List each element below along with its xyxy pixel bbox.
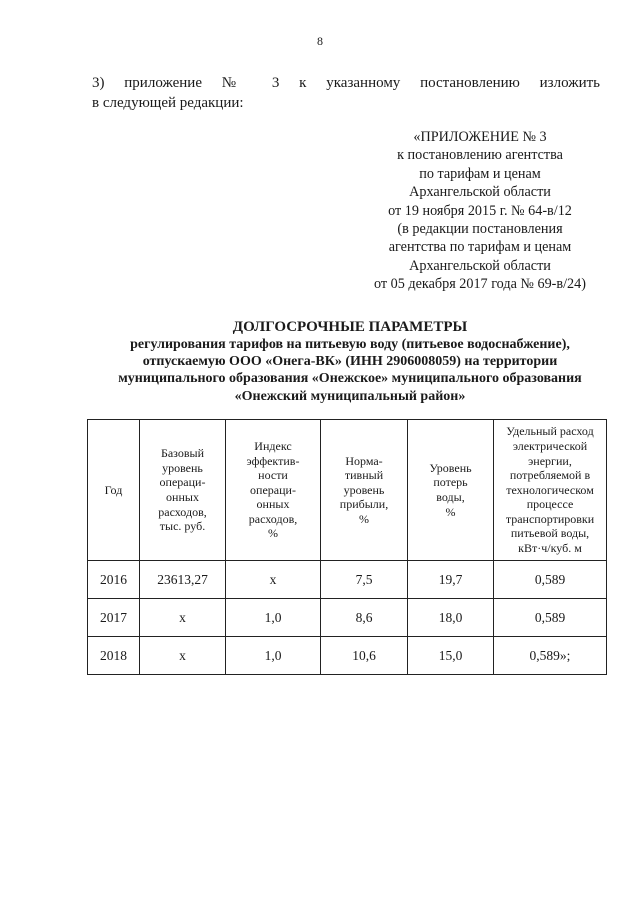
- header-line: прибыли,: [339, 497, 389, 512]
- column-header-base-opex: [140, 420, 226, 561]
- amendment-paragraph-line-1: 3) приложение № 3 к указанному постановлению изложить: [92, 75, 600, 91]
- header-line: онных: [256, 497, 290, 512]
- header-line: уровень: [162, 460, 203, 475]
- header-line: операци-: [159, 475, 206, 490]
- title-line: муниципального образования «Онежское» муниципального образования: [118, 371, 582, 387]
- header-line: Уровень: [429, 460, 472, 475]
- table-row: [88, 561, 607, 599]
- table-cell: 15,0: [408, 637, 494, 675]
- column-header-profit-level: [321, 420, 408, 561]
- header-line: воды,: [436, 490, 465, 504]
- header-line: потерь: [433, 475, 468, 490]
- table-cell: 23613,27: [140, 561, 226, 599]
- appendix-line: от 19 ноября 2015 г. № 64-в/12: [388, 202, 572, 219]
- header-line: ности: [258, 468, 288, 483]
- header-line: тивный: [344, 468, 384, 483]
- table-row: [88, 637, 607, 675]
- table-header-row: [88, 420, 607, 561]
- appendix-line: от 05 декабря 2017 года № 69-в/24): [374, 276, 586, 293]
- header-line: технологическом: [506, 482, 594, 497]
- header-line: уровень: [343, 482, 385, 497]
- amendment-paragraph-line-2: в следующей редакции:: [92, 95, 244, 111]
- header-line: %: [359, 511, 369, 526]
- header-line: эффектив-: [246, 453, 300, 468]
- title-main: ДОЛГОСРОЧНЫЕ ПАРАМЕТРЫ: [232, 319, 468, 335]
- header-line: Базовый: [160, 446, 205, 461]
- header-line: %: [445, 504, 456, 519]
- table-cell: 1,0: [226, 599, 321, 637]
- title-line: регулирования тарифов на питьевую воду (питьевое водоснабжение),: [130, 337, 570, 352]
- table-cell: 19,7: [408, 561, 494, 599]
- column-header-efficiency-index: [226, 420, 321, 561]
- header-line: Удельный расход: [506, 424, 594, 439]
- column-header-water-loss: [408, 420, 494, 561]
- header-line: энергии,: [528, 453, 572, 468]
- header-line: Норма-: [345, 453, 383, 468]
- column-header-energy-consumption: [494, 420, 607, 561]
- page-number: 8: [317, 34, 323, 48]
- table-cell: 0,589»;: [494, 637, 607, 675]
- appendix-line: агентства по тарифам и ценам: [388, 239, 572, 256]
- title-line: отпускаемую ООО «Онега-ВК» (ИНН 2906008059) на территории: [142, 354, 558, 370]
- appendix-line: по тарифам и ценам: [419, 165, 541, 182]
- table-cell: 0,589: [494, 561, 607, 599]
- document-title: [60, 318, 640, 405]
- header-line: онных: [166, 490, 199, 504]
- appendix-line: к постановлению агентства: [397, 147, 563, 164]
- header-line: тыс. руб.: [159, 519, 206, 534]
- header-line: расходов,: [158, 504, 207, 519]
- table-cell: 8,6: [321, 599, 408, 637]
- column-header-year: [88, 420, 140, 561]
- header-line: кВт·ч/куб. м: [518, 541, 582, 556]
- table-cell: 7,5: [321, 561, 408, 599]
- table-cell: 2016: [88, 561, 140, 599]
- table-cell: х: [140, 599, 226, 637]
- header-line: электрической: [512, 438, 588, 453]
- header-line: операци-: [250, 482, 296, 497]
- appendix-line: (в редакции постановления: [397, 221, 563, 238]
- table-cell: 1,0: [226, 637, 321, 675]
- table-cell: 10,6: [321, 637, 408, 675]
- parameters-table: [87, 419, 607, 675]
- header-line: процессе: [526, 497, 574, 512]
- appendix-header: [300, 128, 640, 294]
- header-line: питьевой воды,: [510, 526, 590, 541]
- table-cell: х: [226, 561, 321, 599]
- title-line: «Онежский муниципальный район»: [234, 388, 466, 404]
- table-cell: х: [140, 637, 226, 675]
- header-line: Год: [104, 482, 123, 497]
- table-row: [88, 599, 607, 637]
- table-cell: 2017: [88, 599, 140, 637]
- appendix-line: Архангельской области: [409, 257, 551, 274]
- table-cell: 2018: [88, 637, 140, 675]
- table-cell: 18,0: [408, 599, 494, 637]
- header-line: Индекс: [254, 438, 292, 453]
- appendix-line: «ПРИЛОЖЕНИЕ № 3: [413, 129, 547, 145]
- table-cell: 0,589: [494, 599, 607, 637]
- header-line: потребляемой в: [509, 468, 591, 483]
- header-line: транспортировки: [505, 511, 595, 526]
- header-line: расходов,: [248, 511, 298, 526]
- header-line: %: [268, 526, 278, 541]
- appendix-line: Архангельской области: [409, 184, 551, 201]
